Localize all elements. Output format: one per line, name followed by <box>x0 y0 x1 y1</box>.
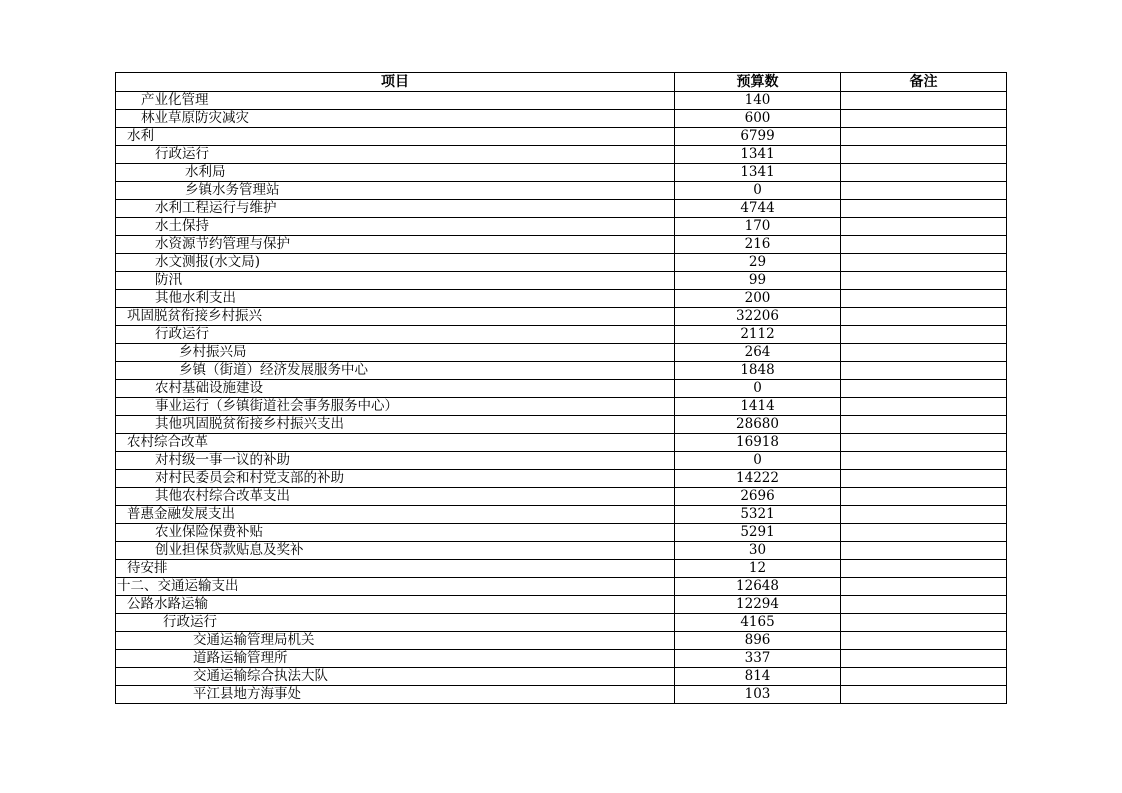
item-name-cell: 道路运输管理所 <box>116 650 675 668</box>
item-name-cell: 行政运行 <box>116 146 675 164</box>
budget-value-cell: 216 <box>675 236 841 254</box>
table-row <box>116 146 1007 164</box>
remark-cell <box>841 92 1007 110</box>
remark-cell <box>841 128 1007 146</box>
item-name-cell: 农村基础设施建设 <box>116 380 675 398</box>
budget-value-cell: 4744 <box>675 200 841 218</box>
item-name-cell: 对村级一事一议的补助 <box>116 452 675 470</box>
table-row <box>116 236 1007 254</box>
table-row <box>116 686 1007 704</box>
remark-cell <box>841 398 1007 416</box>
item-name-cell: 水文测报(水文局) <box>116 254 675 272</box>
budget-value-cell: 0 <box>675 452 841 470</box>
table-row <box>116 344 1007 362</box>
budget-value-cell: 140 <box>675 92 841 110</box>
remark-cell <box>841 524 1007 542</box>
item-name-cell: 行政运行 <box>116 326 675 344</box>
remark-cell <box>841 182 1007 200</box>
item-name-cell: 对村民委员会和村党支部的补助 <box>116 470 675 488</box>
table-row <box>116 488 1007 506</box>
budget-value-cell: 0 <box>675 380 841 398</box>
item-name-cell: 产业化管理 <box>116 92 675 110</box>
budget-value-cell: 200 <box>675 290 841 308</box>
remark-cell <box>841 218 1007 236</box>
item-name-cell: 公路水路运输 <box>116 596 675 614</box>
remark-cell <box>841 236 1007 254</box>
budget-value-cell: 29 <box>675 254 841 272</box>
remark-cell <box>841 542 1007 560</box>
item-name-cell: 水利局 <box>116 164 675 182</box>
item-name-cell: 交通运输综合执法大队 <box>116 668 675 686</box>
table-row <box>116 506 1007 524</box>
header-budget: 预算数 <box>675 73 841 92</box>
item-name-cell: 防汛 <box>116 272 675 290</box>
budget-value-cell: 1848 <box>675 362 841 380</box>
budget-value-cell: 337 <box>675 650 841 668</box>
table-row <box>116 434 1007 452</box>
budget-value-cell: 170 <box>675 218 841 236</box>
remark-cell <box>841 416 1007 434</box>
item-name-cell: 乡镇（街道）经济发展服务中心 <box>116 362 675 380</box>
budget-value-cell: 103 <box>675 686 841 704</box>
table-row <box>116 398 1007 416</box>
table-row <box>116 92 1007 110</box>
remark-cell <box>841 164 1007 182</box>
table-row <box>116 182 1007 200</box>
item-name-cell: 行政运行 <box>116 614 675 632</box>
remark-cell <box>841 290 1007 308</box>
item-name-cell: 其他巩固脱贫衔接乡村振兴支出 <box>116 416 675 434</box>
budget-value-cell: 12648 <box>675 578 841 596</box>
table-row <box>116 290 1007 308</box>
table-row <box>116 164 1007 182</box>
item-name-cell: 创业担保贷款贴息及奖补 <box>116 542 675 560</box>
budget-value-cell: 1414 <box>675 398 841 416</box>
item-name-cell: 待安排 <box>116 560 675 578</box>
table-row <box>116 416 1007 434</box>
remark-cell <box>841 578 1007 596</box>
budget-value-cell: 1341 <box>675 146 841 164</box>
budget-value-cell: 0 <box>675 182 841 200</box>
table-row <box>116 578 1007 596</box>
budget-value-cell: 12294 <box>675 596 841 614</box>
remark-cell <box>841 488 1007 506</box>
item-name-cell: 十二、交通运输支出 <box>116 578 675 596</box>
budget-value-cell: 16918 <box>675 434 841 452</box>
table-row <box>116 254 1007 272</box>
budget-value-cell: 30 <box>675 542 841 560</box>
remark-cell <box>841 452 1007 470</box>
table-row <box>116 308 1007 326</box>
table-row <box>116 596 1007 614</box>
remark-cell <box>841 200 1007 218</box>
remark-cell <box>841 686 1007 704</box>
table-row <box>116 272 1007 290</box>
table-row <box>116 668 1007 686</box>
item-name-cell: 巩固脱贫衔接乡村振兴 <box>116 308 675 326</box>
item-name-cell: 乡村振兴局 <box>116 344 675 362</box>
table-row <box>116 632 1007 650</box>
remark-cell <box>841 614 1007 632</box>
remark-cell <box>841 326 1007 344</box>
remark-cell <box>841 668 1007 686</box>
budget-value-cell: 896 <box>675 632 841 650</box>
budget-value-cell: 5291 <box>675 524 841 542</box>
remark-cell <box>841 110 1007 128</box>
item-name-cell: 农业保险保费补贴 <box>116 524 675 542</box>
budget-sheet <box>115 72 1007 704</box>
item-name-cell: 林业草原防灾减灾 <box>116 110 675 128</box>
header-item: 项目 <box>116 73 675 92</box>
table-row <box>116 380 1007 398</box>
item-name-cell: 平江县地方海事处 <box>116 686 675 704</box>
remark-cell <box>841 596 1007 614</box>
budget-value-cell: 5321 <box>675 506 841 524</box>
table-row <box>116 218 1007 236</box>
budget-value-cell: 1341 <box>675 164 841 182</box>
item-name-cell: 水资源节约管理与保护 <box>116 236 675 254</box>
budget-table <box>115 72 1007 704</box>
remark-cell <box>841 380 1007 398</box>
table-row <box>116 614 1007 632</box>
table-row <box>116 650 1007 668</box>
budget-value-cell: 6799 <box>675 128 841 146</box>
budget-value-cell: 4165 <box>675 614 841 632</box>
remark-cell <box>841 272 1007 290</box>
table-row <box>116 560 1007 578</box>
header-row <box>116 73 1007 92</box>
table-body <box>116 92 1007 704</box>
table-row <box>116 200 1007 218</box>
item-name-cell: 其他水利支出 <box>116 290 675 308</box>
budget-value-cell: 814 <box>675 668 841 686</box>
table-row <box>116 326 1007 344</box>
item-name-cell: 水土保持 <box>116 218 675 236</box>
item-name-cell: 水利工程运行与维护 <box>116 200 675 218</box>
budget-value-cell: 2696 <box>675 488 841 506</box>
remark-cell <box>841 362 1007 380</box>
table-row <box>116 110 1007 128</box>
budget-value-cell: 2112 <box>675 326 841 344</box>
remark-cell <box>841 506 1007 524</box>
table-row <box>116 452 1007 470</box>
item-name-cell: 水利 <box>116 128 675 146</box>
budget-value-cell: 600 <box>675 110 841 128</box>
table-row <box>116 542 1007 560</box>
item-name-cell: 农村综合改革 <box>116 434 675 452</box>
budget-value-cell: 28680 <box>675 416 841 434</box>
remark-cell <box>841 632 1007 650</box>
remark-cell <box>841 560 1007 578</box>
table-row <box>116 524 1007 542</box>
item-name-cell: 乡镇水务管理站 <box>116 182 675 200</box>
table-row <box>116 128 1007 146</box>
remark-cell <box>841 308 1007 326</box>
remark-cell <box>841 650 1007 668</box>
item-name-cell: 普惠金融发展支出 <box>116 506 675 524</box>
remark-cell <box>841 254 1007 272</box>
budget-value-cell: 264 <box>675 344 841 362</box>
remark-cell <box>841 470 1007 488</box>
budget-value-cell: 99 <box>675 272 841 290</box>
header-remark: 备注 <box>841 73 1007 92</box>
remark-cell <box>841 146 1007 164</box>
budget-value-cell: 14222 <box>675 470 841 488</box>
item-name-cell: 其他农村综合改革支出 <box>116 488 675 506</box>
budget-value-cell: 32206 <box>675 308 841 326</box>
remark-cell <box>841 344 1007 362</box>
item-name-cell: 交通运输管理局机关 <box>116 632 675 650</box>
table-row <box>116 470 1007 488</box>
remark-cell <box>841 434 1007 452</box>
item-name-cell: 事业运行（乡镇街道社会事务服务中心） <box>116 398 675 416</box>
table-row <box>116 362 1007 380</box>
budget-value-cell: 12 <box>675 560 841 578</box>
